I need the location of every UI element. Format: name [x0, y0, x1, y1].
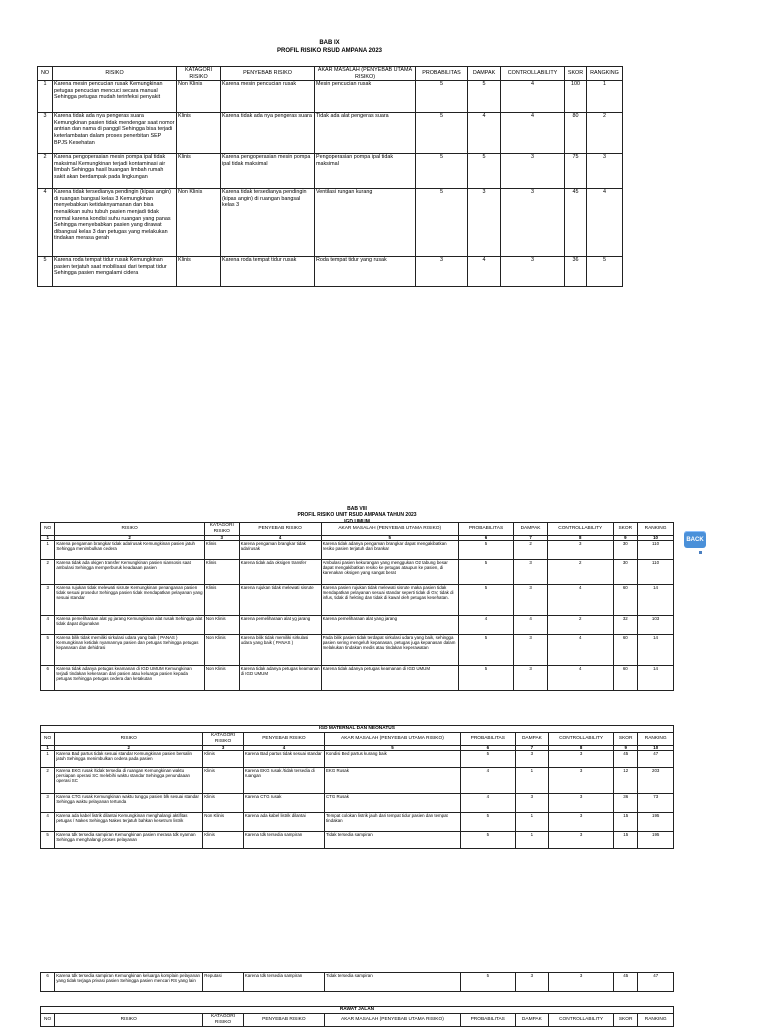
- col-index: 5: [324, 745, 460, 750]
- table-row: [38, 257, 623, 287]
- cell-risiko: Karena pengoperasian mesin pompa ipal tidak maksimal Kemungkinan terjadi kontaminasi air limbah Sehingga hasil buangan limbah rumah sakit akan berdampak pada lingkungan: [53, 154, 177, 189]
- cell-ranking: 14: [638, 665, 674, 690]
- col-header: RISIKO: [53, 67, 177, 81]
- cell-kategori: Klinis: [177, 257, 221, 287]
- cell-akar-masalah: Tidak tersedia sampiran: [324, 973, 460, 992]
- col-header: DAMPAK: [515, 733, 548, 746]
- col-header: AKAR MASALAH (PENYEBAB UTAMA RISIKO): [321, 523, 458, 536]
- col-header: CONTROLLABILITY: [549, 733, 614, 746]
- col-header: NO: [41, 523, 55, 536]
- table-row: [41, 793, 674, 812]
- cell-controllability: 2: [547, 559, 613, 584]
- cell-penyebab: Karena pemeliharaan alat yg jarang: [239, 615, 321, 634]
- cell-akar-masalah: Karena pasien rujukan tidak melewati sisrute maka pasien tidak mendapatkan pelayanan sesuai standar seperti tidak di GV, tidak di infus, tidak di hekting dan tidak di kawal oleh petugas kesehatan.: [321, 584, 458, 615]
- cell-risiko: Karena tidak ada okigen transfer Kemungkinan pasien siansosis saat ambulasi Sehingga memperburuk keadaaan pasien: [55, 559, 205, 584]
- col-header: RISIKO: [55, 733, 203, 746]
- col-header: DAMPAK: [515, 1014, 548, 1027]
- col-header: CONTROLLABILITY: [549, 1014, 614, 1027]
- cell-penyebab: Karena bilik tidak memiliki sirkulasi udara yang baik ( PANAS ): [239, 634, 321, 665]
- col-index: 4: [243, 745, 324, 750]
- section-title-row: [41, 726, 674, 733]
- cell-controllability: 3: [549, 973, 614, 992]
- cell-no: 1: [41, 540, 55, 559]
- cell-ranking: 14: [638, 634, 674, 665]
- cell-risiko: Karena rujukan tidak melewati sisrute Kemungkinan penanganan pasien tidak sesuai prosedur Sehingga pasien tidak mendapatkan pelayanan yang sesuai standar: [55, 584, 205, 615]
- cell-risiko: Karena tidak tersedianya pendingin (kipas angin) di ruangan bangsal kelas 3 Kemungkinan menyebabkan ketidaknyamanan dan bisa menaikkan suhu tubuh pasien menjadi tidak normal karena kondisi suhu ruangan yang panas Sehingga menyebabkan pasien yang dirawat dibangsal kelas 3 dan petugas yang melakukan tindakan merasa gerah: [53, 189, 177, 257]
- cell-kategori: Klinis: [203, 831, 244, 848]
- col-header: AKAR MASALAH (PENYEBAB UTAMA RISIKO): [315, 67, 416, 81]
- cell-probabilitas: 5: [460, 973, 515, 992]
- cell-akar-masalah: Roda tempat tidur yang rusak: [315, 257, 416, 287]
- cell-probabilitas: 5: [458, 584, 513, 615]
- cell-akar-masalah: EKG Rusak: [324, 767, 460, 793]
- cell-no: 5: [38, 257, 53, 287]
- cell-probabilitas: 5: [458, 559, 513, 584]
- cell-no: 2: [38, 154, 53, 189]
- cell-kategori: Non Klinis: [204, 634, 239, 665]
- cell-probabilitas: 5: [460, 831, 515, 848]
- doc1-title-line2: PROFIL RISIKO RSUD AMPANA 2023: [276, 47, 383, 54]
- cell-ranking: 73: [638, 793, 674, 812]
- cell-skor: 12: [614, 767, 638, 793]
- cell-risiko: Karena Bad partus tidak sesuai standar Kemungkinan pasien bersalin jatuh Sehingga menimbulkan cedera pada pasien: [55, 750, 203, 767]
- table-row: [38, 154, 623, 189]
- cell-ranking: 110: [638, 559, 674, 584]
- cell-penyebab: Karena tidak ada oksigen transfer: [239, 559, 321, 584]
- cell-penyebab: Karena ada kabel listrik dilantai: [243, 812, 324, 831]
- cell-penyebab: Karena Bad partus tidak sesuai standar: [243, 750, 324, 767]
- table-header-row: [38, 67, 623, 81]
- cell-probabilitas: 5: [416, 154, 468, 189]
- cell-no: 4: [41, 615, 55, 634]
- cell-controllability: 3: [549, 750, 614, 767]
- cell-akar-masalah: Ambulasi pasien kekurangan yang menggukan O2 tabung besar dapat mengakibatkan resiko ke petugas ataupun ke pasien, di karenakan oksigen yang sangat berat: [321, 559, 458, 584]
- cell-ranking: 203: [638, 767, 674, 793]
- col-header: CONTROLLABILITY: [501, 67, 565, 81]
- back-button[interactable]: [684, 531, 706, 548]
- col-header: KATAGORI RISIKO: [203, 1014, 244, 1027]
- cell-probabilitas: 5: [458, 540, 513, 559]
- cell-controllability: 3: [549, 831, 614, 848]
- col-header: SKOR: [614, 1014, 638, 1027]
- cell-risiko: Karena EKG rusak /tidak tersedia di ruangan Kemungkinan waktu persiapan operasi SC melebihi waktu standar Sehingga penundaaan operasi SC: [55, 767, 203, 793]
- cell-dampak: 3: [514, 559, 548, 584]
- cell-skor: 80: [565, 113, 587, 154]
- cell-kategori: Non Klinis: [204, 665, 239, 690]
- cell-penyebab: Karena EKG rusak /tidak tersedia di ruangan: [243, 767, 324, 793]
- cell-akar-masalah: Tempat colokan listrik jauh dari tempat tidur pasien dan tempat tindakan: [324, 812, 460, 831]
- section-title: RAWAT JALAN: [41, 1007, 674, 1014]
- cell-dampak: 3: [514, 665, 548, 690]
- cell-no: 1: [41, 750, 55, 767]
- col-header: SKOR: [614, 733, 638, 746]
- cell-skor: 15: [614, 831, 638, 848]
- cell-probabilitas: 5: [416, 81, 468, 113]
- cell-no: 6: [41, 973, 55, 992]
- doc1-title: [37, 40, 622, 55]
- cell-no: 3: [41, 584, 55, 615]
- cell-akar-masalah: Karena tidak adanya petugas keamanan di IGD UMUM: [321, 665, 458, 690]
- table-row: [38, 81, 623, 113]
- col-index: 1: [41, 535, 55, 540]
- cell-probabilitas: 4: [458, 615, 513, 634]
- cell-probabilitas: 5: [458, 665, 513, 690]
- cell-controllability: 3: [549, 793, 614, 812]
- col-header: PENYEBAB RISIKO: [221, 67, 315, 81]
- cell-skor: 45: [614, 973, 638, 992]
- table-row: [41, 540, 674, 559]
- cell-penyebab: Karena roda tempat tidur rusak: [221, 257, 315, 287]
- cell-dampak: 4: [468, 257, 501, 287]
- cell-no: 1: [38, 81, 53, 113]
- cell-no: 4: [41, 812, 55, 831]
- cell-ranking: 110: [638, 540, 674, 559]
- table-header-row: [41, 523, 674, 536]
- cell-dampak: 2: [514, 540, 548, 559]
- cell-no: 6: [41, 665, 55, 690]
- cell-controllability: 3: [501, 257, 565, 287]
- cell-kategori: Klinis: [177, 113, 221, 154]
- col-index: 9: [614, 745, 638, 750]
- table-row: [38, 113, 623, 154]
- col-header: DAMPAK: [468, 67, 501, 81]
- col-header: PROBABILITAS: [460, 1014, 515, 1027]
- cell-skor: 30: [613, 540, 638, 559]
- cell-risiko: Karena tidak adanya petugas keamanan di IGD UMUM Kemungkinan terjadi tindakan kekerasan dari pasien atau keluarga pasien kepada petugas Sehingga petugas cedera dan ketakutan: [55, 665, 205, 690]
- cell-dampak: 3: [515, 793, 548, 812]
- cell-no: 2: [41, 559, 55, 584]
- cell-probabilitas: 4: [460, 793, 515, 812]
- cell-dampak: 3: [515, 973, 548, 992]
- col-header: KATAGORI RISIKO: [204, 523, 239, 536]
- cell-risiko: Karena tdk tersedia sampiran Kemungkinan pasien merasa tdk nyaman Sehingga menghalangi proses pelayanan: [55, 831, 203, 848]
- table-row: [38, 189, 623, 257]
- doc2-title-line2: PROFIL RISIKO UNIT RSUD AMPANA TAHUN 2023: [297, 512, 417, 519]
- cell-skor: 30: [613, 559, 638, 584]
- cell-penyebab: Karena pengoperasian mesin pompa ipal tidak maksimal: [221, 154, 315, 189]
- cell-controllability: 3: [549, 767, 614, 793]
- cell-skor: 45: [614, 750, 638, 767]
- cell-ranking: 195: [638, 831, 674, 848]
- col-header: DAMPAK: [514, 523, 548, 536]
- cell-akar-masalah: Tidak ada alat pengeras suara: [315, 113, 416, 154]
- cell-ranking: 47: [638, 750, 674, 767]
- col-header: PENYEBAB RISIKO: [243, 1014, 324, 1027]
- cell-akar-masalah: Karena tidak adanya pengaman brangkar dapat mengakibatkan resiko pasien terjatuh dari brankar: [321, 540, 458, 559]
- cell-risiko: Karena tidak ada nya pengeras suara Kemungkinan pasien tidak mendengar saat nomor antrian dan nama di panggil Sehingga bisa terjadi keterlambatan dalam proses penerbitan SEP BPJS Kesehatan: [53, 113, 177, 154]
- table-header-row: [41, 733, 674, 746]
- cell-probabilitas: 5: [460, 750, 515, 767]
- col-header: SKOR: [565, 67, 587, 81]
- cell-ranking: 5: [587, 257, 623, 287]
- cell-risiko: Karena CTG rusak Kemungkinan waktu tunggu pasien blk sesuai standar Sehingga waktu pelayanan tertunda: [55, 793, 203, 812]
- col-index: 9: [613, 535, 638, 540]
- cell-risiko: Karena pengaman brangkar tidak ada/rusak Kemungkinan pasien jatuh Sehingga menimbulkan cedera: [55, 540, 205, 559]
- col-index: 10: [638, 535, 674, 540]
- col-index: 10: [638, 745, 674, 750]
- cell-ranking: 195: [638, 812, 674, 831]
- cell-skor: 45: [565, 189, 587, 257]
- cell-dampak: 5: [468, 154, 501, 189]
- table-header-row: [41, 1014, 674, 1027]
- col-index: 3: [203, 745, 244, 750]
- cell-controllability: 4: [501, 113, 565, 154]
- cell-controllability: 3: [501, 154, 565, 189]
- cell-kategori: Non Klinis: [177, 189, 221, 257]
- col-header: NO: [41, 733, 55, 746]
- cell-penyebab: Karena tidak tersedianya pendingin (kipas angin) di ruangan bangsal kelas 3: [221, 189, 315, 257]
- table-row: [41, 831, 674, 848]
- cell-dampak: 3: [468, 189, 501, 257]
- cell-ranking: 103: [638, 615, 674, 634]
- col-header: NO: [41, 1014, 55, 1027]
- cell-kategori: Klinis: [203, 750, 244, 767]
- cell-kategori: Non Klinis: [203, 812, 244, 831]
- cell-skor: 32: [613, 615, 638, 634]
- cell-skor: 75: [565, 154, 587, 189]
- cell-kategori: Klinis: [203, 793, 244, 812]
- col-header: NO: [38, 67, 53, 81]
- col-header: RANKING: [638, 733, 674, 746]
- cell-dampak: 1: [515, 831, 548, 848]
- col-index: 6: [460, 745, 515, 750]
- section-title: IGD MATERNAL DAN NEONATUS: [41, 726, 674, 733]
- col-header: RISIKO: [55, 1014, 203, 1027]
- doc2-title-line1: BAB VIII: [347, 506, 367, 512]
- cell-controllability: 4: [547, 665, 613, 690]
- col-header: PENYEBAB RISIKO: [239, 523, 321, 536]
- cell-risiko: Karena mesin pencucian rusak Kemungkinan petugas pencucian mencuci secara manual Sehingga petugas mudah terinfeksi penyakit: [53, 81, 177, 113]
- cell-kategori: Reputasi: [203, 973, 244, 992]
- col-index: 7: [515, 745, 548, 750]
- col-header: RANKING: [638, 1014, 674, 1027]
- cell-penyebab: Karena tidak adanya petugas keamanan di IGD UMUM: [239, 665, 321, 690]
- table-row: [41, 973, 674, 992]
- section-title-row: [41, 1007, 674, 1014]
- cell-kategori: Klinis: [204, 559, 239, 584]
- table-row: [41, 665, 674, 690]
- col-header: PENYEBAB RISIKO: [243, 733, 324, 746]
- cell-skor: 60: [613, 584, 638, 615]
- table-row: [41, 812, 674, 831]
- cell-dampak: 1: [515, 812, 548, 831]
- cell-controllability: 3: [547, 540, 613, 559]
- cell-controllability: 4: [547, 634, 613, 665]
- cell-dampak: 3: [515, 750, 548, 767]
- col-index: 7: [514, 535, 548, 540]
- cell-penyebab: Karena pengaman brangkar tidak ada/rusak: [239, 540, 321, 559]
- cell-kategori: Non Klinis: [204, 615, 239, 634]
- col-header: PROBABILITAS: [416, 67, 468, 81]
- cell-penyebab: Karena mesin pencucian rusak: [221, 81, 315, 113]
- cell-no: 5: [41, 634, 55, 665]
- cell-dampak: 4: [468, 113, 501, 154]
- cell-kategori: Klinis: [203, 767, 244, 793]
- cell-risiko: Karena roda tempat tidur rusak Kemungkinan pasien terjatuh saat mobilisasi dari tempat tidur Sehingga pasien mengalami cidera: [53, 257, 177, 287]
- table-row: [41, 584, 674, 615]
- cell-akar-masalah: Karena pemeliharaan alat yang jarang: [321, 615, 458, 634]
- cell-penyebab: Karena tdk tersedia sampiran: [243, 973, 324, 992]
- cell-risiko: Karena bilik tidak memiliki sirkulasi udara yang baik ( PANAS ) Kemungkinan ketidak nyamannya pasien dan petugas Sehingga petugas kepanasan dan dehidrasi: [55, 634, 205, 665]
- cell-penyebab: Karena tdk tersedia sampiran: [243, 831, 324, 848]
- cell-risiko: Karena pemeliharaan alat yg jarang Kemungkinan alat rusak Sehingga alat tidak dapat digunakan: [55, 615, 205, 634]
- cell-ranking: 4: [587, 189, 623, 257]
- cell-risiko: Karena ada kabel listrik dilantai Kemungkinan menghalangi aktifitas petugas / Nakes Sehingga Nakes terjatuh bahkan kesetrum listrik: [55, 812, 203, 831]
- cell-dampak: 1: [515, 767, 548, 793]
- cell-dampak: 4: [514, 615, 548, 634]
- rawat-jalan-table: [40, 1006, 674, 1027]
- col-header: AKAR MASALAH (PENYEBAB UTAMA RISIKO): [324, 733, 460, 746]
- igd-maternal-continuation-table: [40, 972, 674, 992]
- cell-ranking: 47: [638, 973, 674, 992]
- cell-kategori: Klinis: [177, 154, 221, 189]
- cell-ranking: 14: [638, 584, 674, 615]
- cell-risiko: Karena tdk tersedia sampiran Kemungkinan keluarga komplain pelayanan yang tidak terjaga privasi pasien Sehingga pasien mencari RS yang lain: [55, 973, 203, 992]
- cell-skor: 36: [565, 257, 587, 287]
- doc1-title-line1: BAB IX: [319, 40, 340, 46]
- table-row: [41, 634, 674, 665]
- igd-umum-table: [40, 522, 674, 691]
- cell-ranking: 3: [587, 154, 623, 189]
- col-header: RANKING: [638, 523, 674, 536]
- cell-penyebab: Karena CTG rusak: [243, 793, 324, 812]
- col-header: KATAGORI RISIKO: [177, 67, 221, 81]
- cell-no: 4: [38, 189, 53, 257]
- col-index: 3: [204, 535, 239, 540]
- cell-skor: 60: [613, 634, 638, 665]
- col-index: 6: [458, 535, 513, 540]
- cell-kategori: Klinis: [204, 584, 239, 615]
- cell-akar-masalah: Mesin pencucian rusak: [315, 81, 416, 113]
- col-header: AKAR MASALAH (PENYEBAB UTAMA RISIKO): [324, 1014, 460, 1027]
- cell-controllability: 2: [547, 615, 613, 634]
- cell-akar-masalah: Kondisi Bed partus kurang baik: [324, 750, 460, 767]
- col-index: 4: [239, 535, 321, 540]
- cell-penyebab: Karena tidak ada nya pengeras suara: [221, 113, 315, 154]
- col-header: RANGKING: [587, 67, 623, 81]
- col-index: 2: [55, 535, 205, 540]
- cell-no: 5: [41, 831, 55, 848]
- col-index: 1: [41, 745, 55, 750]
- cell-dampak: 5: [468, 81, 501, 113]
- cell-penyebab: Karena rujukan tidak melewati sisrute: [239, 584, 321, 615]
- col-header: KATAGORI RISIKO: [203, 733, 244, 746]
- cell-controllability: 3: [501, 189, 565, 257]
- cell-probabilitas: 5: [460, 812, 515, 831]
- cell-no: 3: [41, 793, 55, 812]
- col-index: 8: [549, 745, 614, 750]
- cell-skor: 60: [613, 665, 638, 690]
- col-index: 2: [55, 745, 203, 750]
- col-index: 5: [321, 535, 458, 540]
- cell-no: 2: [41, 767, 55, 793]
- igd-maternal-neonatus-table: [40, 725, 674, 849]
- cell-controllability: 4: [547, 584, 613, 615]
- col-header: PROBABILITAS: [458, 523, 513, 536]
- cell-kategori: Klinis: [204, 540, 239, 559]
- cell-ranking: 2: [587, 113, 623, 154]
- cell-akar-masalah: Ventilasi rungan kurang: [315, 189, 416, 257]
- table-row: [41, 615, 674, 634]
- cell-no: 3: [38, 113, 53, 154]
- cell-probabilitas: 4: [460, 767, 515, 793]
- cell-skor: 36: [614, 793, 638, 812]
- col-header: SKOR: [613, 523, 638, 536]
- cell-skor: 100: [565, 81, 587, 113]
- col-header: PROBABILITAS: [460, 733, 515, 746]
- marker-icon: [699, 551, 702, 554]
- table-row: [41, 750, 674, 767]
- cell-controllability: 3: [549, 812, 614, 831]
- cell-probabilitas: 5: [416, 113, 468, 154]
- cell-akar-masalah: Pengoperasian pompa ipal tidak maksimal: [315, 154, 416, 189]
- cell-akar-masalah: CTG Rusak: [324, 793, 460, 812]
- cell-akar-masalah: Tidak tersedia sampiran: [324, 831, 460, 848]
- col-header: CONTROLLABILITY: [547, 523, 613, 536]
- cell-probabilitas: 5: [458, 634, 513, 665]
- table-row: [41, 767, 674, 793]
- cell-akar-masalah: Pada bilik pasien tidak terdapat sirkulasi udara yang baik, sehingga pasien sering mengeluh kepanasan, petugas juga kepanasan dalam melakukan tindakan medis atau tindakan keperawatan: [321, 634, 458, 665]
- cell-skor: 15: [614, 812, 638, 831]
- cell-dampak: 3: [514, 634, 548, 665]
- risk-profile-table-2023: [37, 66, 623, 287]
- cell-controllability: 4: [501, 81, 565, 113]
- cell-dampak: 3: [514, 584, 548, 615]
- cell-ranking: 1: [587, 81, 623, 113]
- col-index: 8: [547, 535, 613, 540]
- cell-kategori: Non Klinis: [177, 81, 221, 113]
- table-row: [41, 559, 674, 584]
- back-button-label: BACK: [686, 536, 704, 543]
- col-header: RISIKO: [55, 523, 205, 536]
- cell-probabilitas: 5: [416, 189, 468, 257]
- cell-probabilitas: 3: [416, 257, 468, 287]
